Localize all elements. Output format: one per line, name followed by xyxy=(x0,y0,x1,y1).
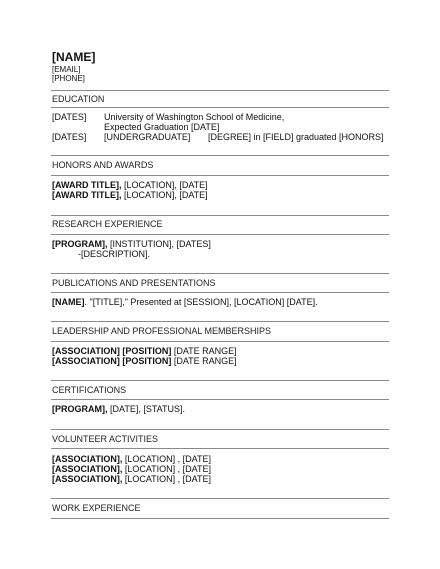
education-row-2-dates: [DATES] xyxy=(52,132,87,142)
volunteer-association: [ASSOCIATION], xyxy=(52,474,123,484)
certification-detail: [DATE], [STATUS]. xyxy=(107,404,186,414)
honors-item xyxy=(52,190,208,200)
leadership-item-dates: [DATE RANGE] xyxy=(171,346,237,356)
section-divider xyxy=(51,155,389,156)
section-divider xyxy=(51,107,389,108)
section-divider xyxy=(51,273,389,274)
volunteer-association: [ASSOCIATION], xyxy=(52,454,123,464)
section-divider xyxy=(51,399,389,400)
candidate-phone: [PHONE] xyxy=(52,74,85,83)
section-divider xyxy=(51,215,389,216)
section-divider xyxy=(51,234,389,235)
research-program-detail: [INSTITUTION], [DATES] xyxy=(107,239,211,249)
education-heading: EDUCATION xyxy=(52,94,105,104)
research-description: -[DESCRIPTION]. xyxy=(78,249,151,259)
section-divider xyxy=(51,292,389,293)
candidate-email: [EMAIL] xyxy=(52,65,81,74)
honors-item-detail: [LOCATION], [DATE] xyxy=(121,190,208,200)
section-divider xyxy=(51,321,389,322)
section-divider xyxy=(51,341,389,342)
publication-item xyxy=(52,297,318,307)
research-program xyxy=(52,239,211,249)
leadership-item-role: [ASSOCIATION] [POSITION] xyxy=(52,356,172,366)
volunteer-detail: [LOCATION] , [DATE] xyxy=(122,474,212,484)
section-divider xyxy=(51,175,389,176)
certification-item xyxy=(52,404,185,414)
honors-item-detail: [LOCATION], [DATE] xyxy=(121,180,208,190)
leadership-item-role: [ASSOCIATION] [POSITION] xyxy=(52,346,172,356)
volunteer-item xyxy=(52,454,211,464)
publications-heading: PUBLICATIONS AND PRESENTATIONS xyxy=(52,278,216,288)
section-divider xyxy=(51,380,389,381)
research-program-name: [PROGRAM], xyxy=(52,239,108,249)
education-row-1-school: University of Washington School of Medicine, xyxy=(104,112,285,122)
volunteer-association: [ASSOCIATION], xyxy=(52,464,123,474)
education-row-1-expected: Expected Graduation [DATE] xyxy=(104,122,220,132)
research-heading: RESEARCH EXPERIENCE xyxy=(52,219,163,229)
education-row-2-detail: [DEGREE] in [FIELD] graduated [HONORS] xyxy=(208,132,384,142)
leadership-item xyxy=(52,346,237,356)
candidate-name: [NAME] xyxy=(52,50,96,64)
honors-item-title: [AWARD TITLE], xyxy=(52,180,122,190)
honors-item-title: [AWARD TITLE], xyxy=(52,190,122,200)
leadership-heading: LEADERSHIP AND PROFESSIONAL MEMBERSHIPS xyxy=(52,326,272,336)
volunteer-heading: VOLUNTEER ACTIVITIES xyxy=(52,434,159,444)
honors-item xyxy=(52,180,208,190)
volunteer-item xyxy=(52,464,211,474)
publication-detail: . "[TITLE]," Presented at [SESSION], [LOCATION] [DATE]. xyxy=(84,297,318,307)
education-row-2-degree: [UNDERGRADUATE] xyxy=(104,132,191,142)
section-divider xyxy=(51,90,389,91)
section-divider xyxy=(51,448,389,449)
education-row-1-dates: [DATES] xyxy=(52,112,87,122)
section-divider xyxy=(51,498,389,499)
work-heading: WORK EXPERIENCE xyxy=(52,503,141,513)
leadership-item xyxy=(52,356,237,366)
honors-heading: HONORS AND AWARDS xyxy=(52,160,154,170)
certifications-heading: CERTIFICATIONS xyxy=(52,385,127,395)
leadership-item-dates: [DATE RANGE] xyxy=(171,356,237,366)
certification-program: [PROGRAM], xyxy=(52,404,108,414)
volunteer-item xyxy=(52,474,211,484)
volunteer-detail: [LOCATION] , [DATE] xyxy=(122,464,212,474)
publication-author: [NAME] xyxy=(52,297,85,307)
section-divider xyxy=(51,518,389,519)
volunteer-detail: [LOCATION] , [DATE] xyxy=(122,454,212,464)
section-divider xyxy=(51,429,389,430)
